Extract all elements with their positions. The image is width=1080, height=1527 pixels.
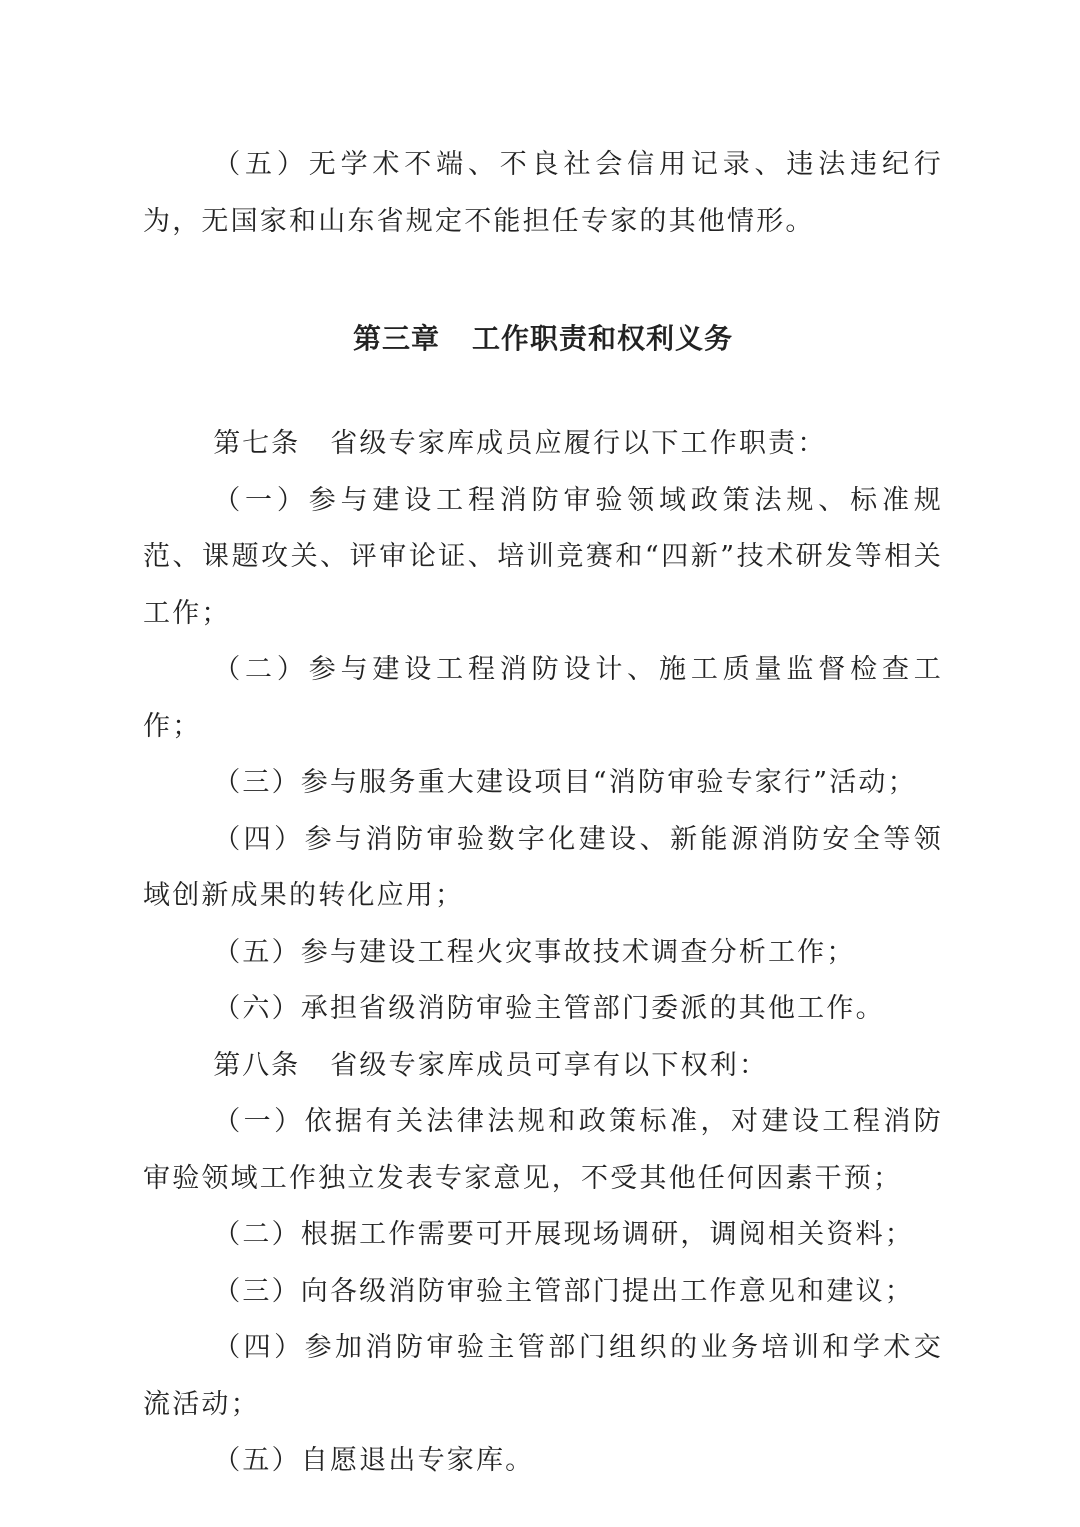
document-body — [143, 137, 943, 1490]
article-8-intro-text: 省级专家库成员可享有以下权利： — [330, 1049, 769, 1081]
article-8-item: （五）自愿退出专家库。 — [213, 1445, 535, 1476]
article-8-item: （四）参加消防审验主管部门组织的业务培训和学术交流活动； — [143, 1332, 943, 1420]
paragraph-prev-item-5: （五）无学术不端、不良社会信用记录、违法违纪行为，无国家和山东省规定不能担任专家的其他情形。 — [143, 149, 943, 237]
article-8-head: 第八条 — [213, 1049, 301, 1081]
article-8-item: （二）根据工作需要可开展现场调研，调阅相关资料； — [213, 1219, 914, 1250]
article-7-item: （四）参与消防审验数字化建设、新能源消防安全等领域创新成果的转化应用； — [143, 823, 943, 911]
article-7-item: （六）承担省级消防审验主管部门委派的其他工作。 — [213, 993, 885, 1024]
article-7-item: （五）参与建设工程火灾事故技术调查分析工作； — [213, 936, 856, 968]
article-7-head: 第七条 — [213, 428, 301, 459]
article-8-item: （一）依据有关法律法规和政策标准，对建设工程消防审验领域工作独立发表专家意见，不受其他任何因素干预； — [143, 1106, 943, 1194]
article-7-intro — [143, 416, 943, 473]
article-7-item: （二）参与建设工程消防设计、施工质量监督检查工作； — [143, 654, 943, 742]
chapter-number: 第三章 — [352, 322, 440, 355]
article-8-intro — [143, 1038, 943, 1095]
article-7-intro-text: 省级专家库成员应履行以下工作职责： — [330, 428, 827, 459]
chapter-title: 工作职责和权利义务 — [472, 322, 734, 355]
chapter-heading — [143, 319, 943, 359]
article-7-item: （一）参与建设工程消防审验领域政策法规、标准规范、课题攻关、评审论证、培训竞赛和“四新”技术研发等相关工作； — [143, 484, 943, 629]
article-7-item: （三）参与服务重大建设项目“消防审验专家行”活动； — [213, 767, 917, 798]
article-8-item: （三）向各级消防审验主管部门提出工作意见和建议； — [213, 1275, 914, 1307]
